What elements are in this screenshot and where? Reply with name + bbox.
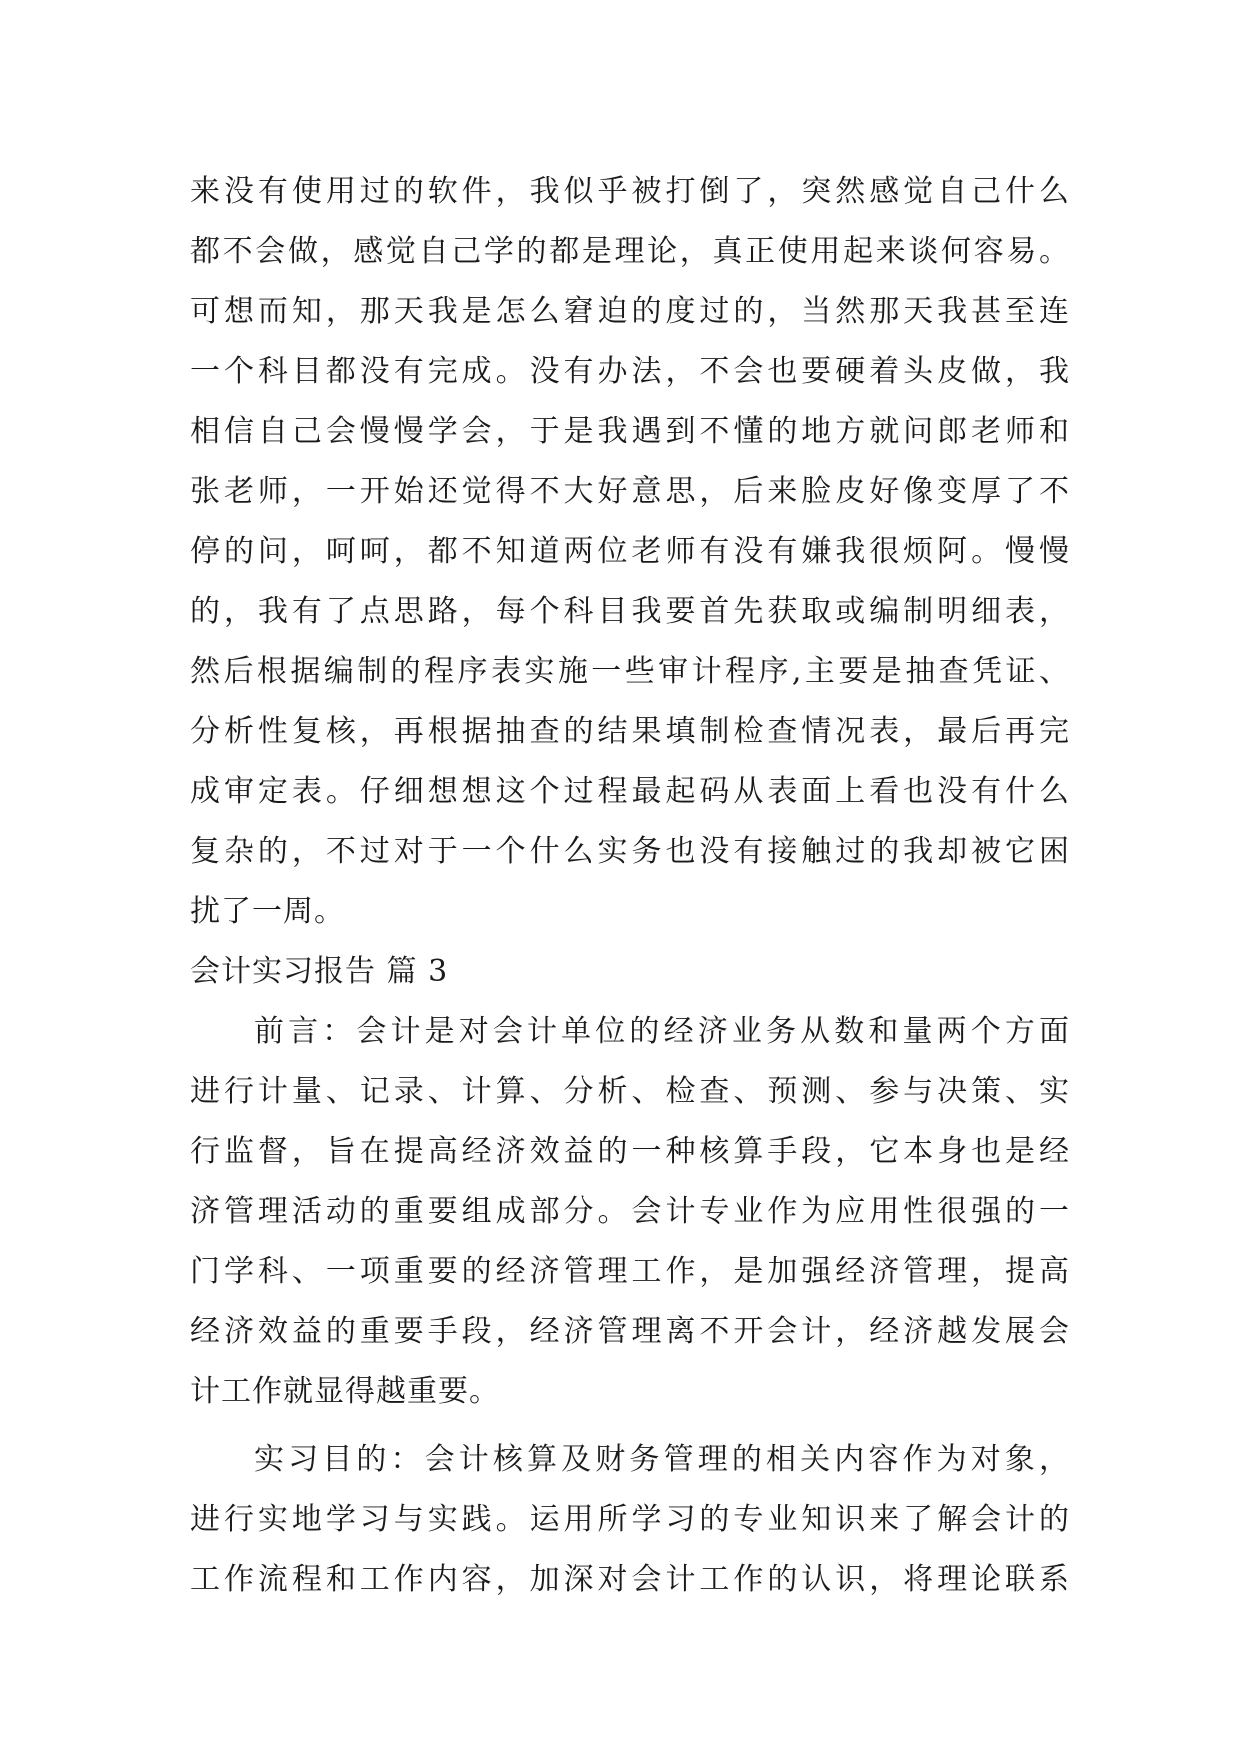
text-line: 复杂的，不过对于一个什么实务也没有接触过的我却被它困 [190, 834, 1070, 869]
paragraph-2 [190, 1002, 1070, 1422]
text-line: 成审定表。仔细想想这个过程最起码从表面上看也没有什么 [190, 774, 1070, 809]
paragraph-3 [190, 1430, 1070, 1610]
text-line: 然后根据编制的程序表实施一些审计程序,主要是抽查凭证、 [190, 654, 1070, 689]
text-line: 的，我有了点思路，每个科目我要首先获取或编制明细表， [190, 594, 1070, 629]
text-line: 来没有使用过的软件，我似乎被打倒了，突然感觉自己什么 [190, 174, 1070, 209]
text-line: 前言：会计是对会计单位的经济业务从数和量两个方面 [254, 1014, 1070, 1049]
paragraph-1 [190, 162, 1070, 942]
document-body [190, 162, 1070, 1610]
text-line: 行监督，旨在提高经济效益的一种核算手段，它本身也是经 [190, 1134, 1070, 1169]
text-line: 济管理活动的重要组成部分。会计专业作为应用性很强的一 [190, 1194, 1070, 1229]
text-line: 都不会做，感觉自己学的都是理论，真正使用起来谈何容易。 [190, 234, 1070, 269]
text-line: 进行计量、记录、计算、分析、检查、预测、参与决策、实 [190, 1074, 1070, 1109]
section-heading: 会计实习报告 篇 3 [190, 954, 449, 989]
text-line: 可想而知，那天我是怎么窘迫的度过的，当然那天我甚至连 [190, 294, 1070, 329]
text-line: 张老师，一开始还觉得不大好意思，后来脸皮好像变厚了不 [190, 474, 1070, 509]
text-line: 扰了一周。 [190, 894, 345, 929]
text-line: 进行实地学习与实践。运用所学习的专业知识来了解会计的 [190, 1502, 1070, 1537]
text-line: 经济效益的重要手段，经济管理离不开会计，经济越发展会 [190, 1314, 1070, 1349]
text-line: 停的问，呵呵，都不知道两位老师有没有嫌我很烦阿。慢慢 [190, 534, 1070, 569]
text-line: 计工作就显得越重要。 [190, 1374, 500, 1409]
text-line: 分析性复核，再根据抽查的结果填制检查情况表，最后再完 [190, 714, 1070, 749]
text-line: 一个科目都没有完成。没有办法，不会也要硬着头皮做，我 [190, 354, 1070, 389]
text-line: 门学科、一项重要的经济管理工作，是加强经济管理，提高 [190, 1254, 1070, 1289]
text-line: 工作流程和工作内容，加深对会计工作的认识，将理论联系 [190, 1562, 1070, 1597]
text-line: 相信自己会慢慢学会，于是我遇到不懂的地方就问郎老师和 [190, 414, 1070, 449]
text-line: 实习目的：会计核算及财务管理的相关内容作为对象， [254, 1442, 1070, 1477]
